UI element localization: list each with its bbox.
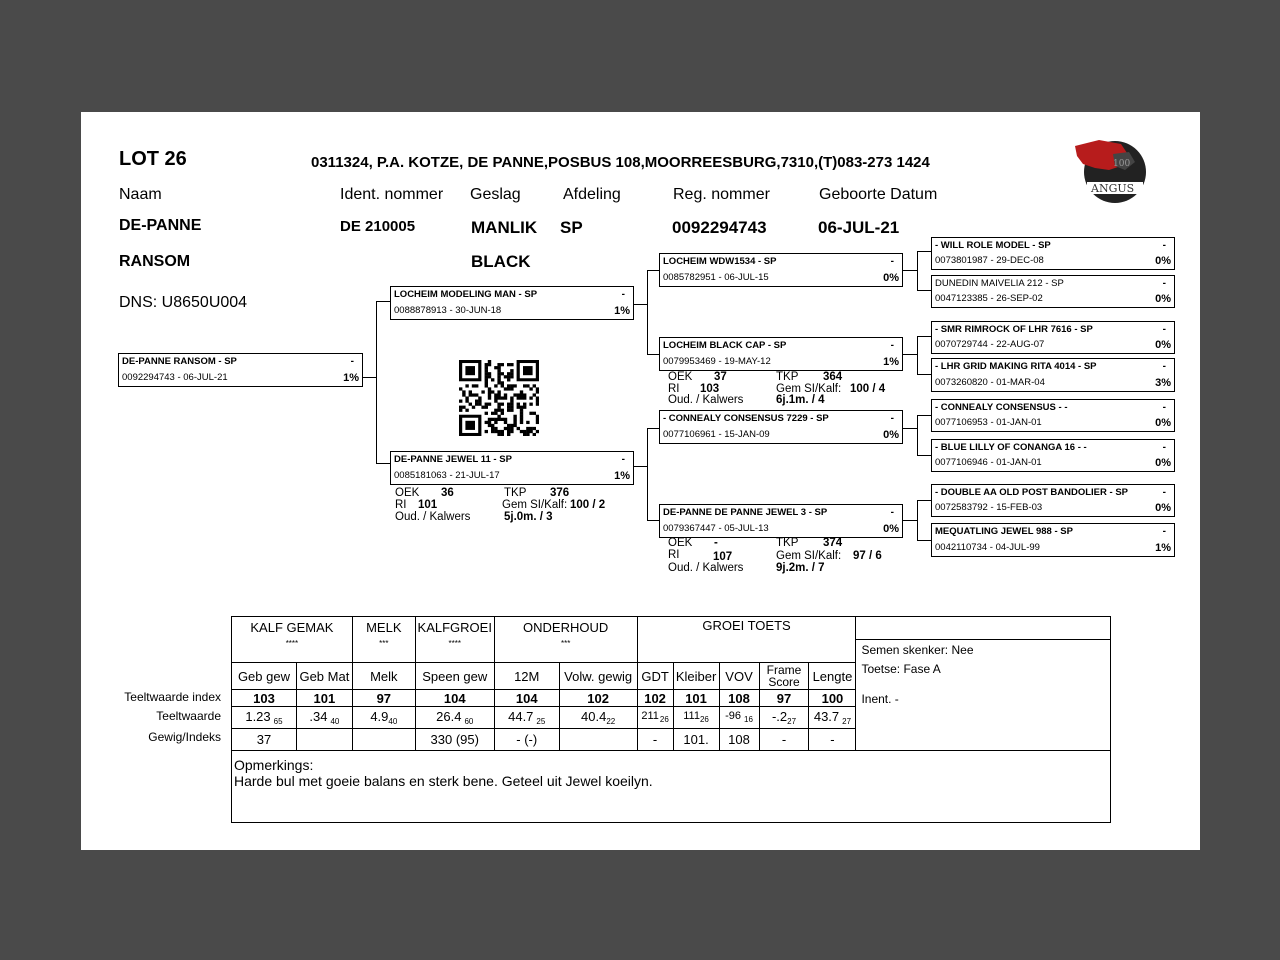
pedigree-box-ddd: MEQUATLING JEWEL 988 - SP - 0042110734 - 04-JUL-99 1% (931, 523, 1175, 557)
svg-text:100: 100 (1113, 159, 1131, 169)
pedigree-box-sdd: - LHR GRID MAKING RITA 4014 - SP - 0073260820 - 01-MAR-04 3% (931, 358, 1175, 392)
animal-birth-date: 06-JUL-21 (818, 218, 900, 237)
ebv-cell: $40.4_{22}$ (559, 707, 637, 728)
connector (903, 354, 917, 355)
ebv-cell: 43.7 $_{27}$ (809, 707, 856, 728)
animal-ident: DE 210005 (340, 218, 416, 235)
connector (917, 251, 931, 252)
connector (647, 354, 659, 355)
pedigree-box-sire-sire: LOCHEIM WDW1534 - SP - 0085782951 - 06-JUL-15 0% (659, 253, 903, 287)
sale-catalogue-page: LOT 26 0311324, P.A. KOTZE, DE PANNE,POSBUS 108,MOORREESBURG,7310,(T)083-273 1424 100 ANGUS Naam Ident. nommer Geslag Afdeling Reg. nommer Geboorte Datum DE-PANNE RANSOM DE 210005 MANLIK BLACK SP 0092294743 06-JUL-21 DNS: U8650U004 DE-PANNE RANSOM - SP - 0092294743 - 06-JUL-21 1% LOCHEIM MODELING MAN - SP - 0088878913 - 30-JUN-18 1% DE-PANNE JEWEL 11 - SP - 0085181063 - 21-JUL-17 1% LOCHEIM WDW1534 - SP - 0085782951 - 06-JUL-15 0% LOCHEIM BLACK CAP - SP - 0079953469 - 19-MAY-12 1% - CONNEALY CONSENSUS 7229 - SP - 0077106961 - 15-JAN-09 0% DE-PANNE DE PANNE JEWEL 3 - SP - 0079367447 - 05-JUL-13 0% - WILL ROLE MODEL - SP - 0073801987 - 29-DEC-08 0% DUNEDIN MAIVELIA 212 - SP - 0047123385 - 26-SEP-02 0% - SMR RIMROCK OF LHR 7616 - SP - 0070729744 - 22-AUG-07 0% - LHR GRID MAKING RITA 4014 - SP - 0073260820 - 01-MAR-04 3% - CONNEALY CONSENSUS - - - 0077106953 - 01-JAN-01 0% - BLUE LILLY OF CONANGA 16 - - - 0077106946 - 01-JAN-01 0% - DOUBLE AA OLD POST BANDOLIER - SP - 0072583792 - 15-FEB-03 0% MEQUATLING JEWEL 988 - SP - 0042110734 - 04-JUL-99 1% OEK 36 TKP 376 RI 101 Gem SI/Kalf: 100 / 2 Oud. / Kalwers 5j.0m. / 3 OEK 37 TKP 364 RI 103 Gem SI/Kalf: 100 / 4 Oud. / Kalwers 6j.1m. / 4 OEK - TKP 374 RI 107 Gem SI/Kalf: 97 / 6 Oud. / Kalwers 9j.2m. / 7 Teeltwaarde index Teeltwaarde Gewig/Indeks KALF GEMAK **** MELK *** KALFGROEI **** ONDERHOUD *** GROEI TOETS Semen skenker: Nee Toetse: Fase A Inent. - Geb gew Geb Mat Melk Speen gew 12M Volw. gewig GDT Kleiber VOV Frame Score Lengte 103 101 97 104 104 102 102 101 108 97 100 1.23 $_{65}$ .34 $_{40}$ $4.9_{40}$ 26.4 $_{60}$ 44.7 $_{25}$ $40.4_{22}$ $211_{26}$ $111_{26}$ -96 $_{16}$ $-.2_{27}$ 43.7 $_{27}$ 37 330 (95) - (-) - 101. 108 - - Opmerkings: Harde bul met goeie balans en sterk bene. Geteel uit Jewel koeilyn. (81, 112, 1200, 850)
side-info (856, 617, 1111, 751)
gewig-cell: 37 (232, 728, 297, 750)
col-header: Frame Score (759, 663, 809, 690)
connector (917, 455, 931, 456)
col-header: GDT (637, 663, 673, 690)
lot-number: LOT 26 (119, 148, 187, 170)
index-cell: 103 (232, 690, 297, 707)
group-melk: MELK *** (352, 617, 415, 663)
col-header: Melk (352, 663, 415, 690)
connector (917, 290, 931, 291)
ebv-cell: -96 $_{16}$ (719, 707, 759, 728)
ebv-cell: 1.23 $_{65}$ (232, 707, 297, 728)
connector (647, 270, 648, 354)
index-cell: 97 (352, 690, 415, 707)
connector (917, 251, 918, 290)
connector (903, 270, 917, 271)
animal-name-line2: RANSOM (119, 253, 191, 270)
pedigree-box-sss: - WILL ROLE MODEL - SP - 0073801987 - 29-DEC-08 0% (931, 237, 1175, 270)
gewig-cell: - (-) (494, 728, 559, 750)
connector (917, 500, 931, 501)
pedigree-box-dds: - DOUBLE AA OLD POST BANDOLIER - SP - 0072583792 - 15-FEB-03 0% (931, 484, 1175, 517)
pedigree-box-dam-dam: DE-PANNE DE PANNE JEWEL 3 - SP - 0079367447 - 05-JUL-13 0% (659, 504, 903, 538)
col-header: Kleiber (673, 663, 719, 690)
index-cell: 108 (719, 690, 759, 707)
label-naam: Naam (119, 186, 162, 203)
index-cell: 104 (415, 690, 494, 707)
svg-text:ANGUS: ANGUS (1091, 182, 1135, 195)
pedigree-box-sire-dam: LOCHEIM BLACK CAP - SP - 0079953469 - 19-MAY-12 1% (659, 337, 903, 371)
connector (376, 463, 390, 464)
group-kalf-gemak: KALF GEMAK **** (232, 617, 353, 663)
connector (647, 428, 648, 520)
group-kalfgroei: KALFGROEI **** (415, 617, 494, 663)
pedigree-box-sds: - SMR RIMROCK OF LHR 7616 - SP - 0070729744 - 22-AUG-07 0% (931, 321, 1175, 354)
col-header: VOV (719, 663, 759, 690)
connector (917, 500, 918, 540)
label-ident: Ident. nommer (340, 186, 444, 203)
label-afdeling: Afdeling (563, 186, 621, 203)
index-cell: 101 (673, 690, 719, 707)
ebv-cell: .34 $_{40}$ (296, 707, 352, 728)
animal-sex: MANLIK (471, 218, 538, 237)
dns-code: DNS: U8650U004 (119, 294, 248, 311)
pedigree-box-self: DE-PANNE RANSOM - SP - 0092294743 - 06-JUL-21 1% (118, 353, 363, 387)
pedigree-box-dam-sire: - CONNEALY CONSENSUS 7229 - SP - 0077106961 - 15-JAN-09 0% (659, 410, 903, 444)
connector (917, 336, 931, 337)
remarks-box (232, 750, 1111, 822)
row-label-gewig: Gewig/Indeks (148, 730, 221, 744)
connector (903, 428, 917, 429)
semen-donor: Semen skenker: Nee (861, 643, 974, 657)
ebv-table (231, 616, 1111, 823)
connector (647, 428, 659, 429)
group-groei-toets: GROEI TOETS (637, 617, 856, 663)
gewig-cell (559, 728, 637, 750)
connector (363, 377, 376, 378)
connector (647, 270, 659, 271)
gewig-cell (352, 728, 415, 750)
connector (917, 336, 918, 374)
owner-details: 0311324, P.A. KOTZE, DE PANNE,POSBUS 108,MOORREESBURG,7310,(T)083-273 1424 (311, 154, 930, 171)
pedigree-box-dss: - CONNEALY CONSENSUS - - - 0077106953 - 01-JAN-01 0% (931, 399, 1175, 432)
pedigree-box-dsd: - BLUE LILLY OF CONANGA 16 - - - 0077106946 - 01-JAN-01 0% (931, 439, 1175, 472)
gewig-cell: - (809, 728, 856, 750)
connector (647, 520, 659, 521)
connector (903, 520, 917, 521)
label-reg: Reg. nommer (673, 186, 770, 203)
col-header: 12M (494, 663, 559, 690)
test-phase: Toetse: Fase A (861, 662, 941, 676)
animal-section: SP (560, 218, 583, 237)
ebv-cell: $4.9_{40}$ (352, 707, 415, 728)
connector (376, 301, 390, 302)
gewig-cell (296, 728, 352, 750)
inoculation: Inent. - (861, 692, 899, 706)
connector (634, 304, 647, 305)
pedigree-box-dam: DE-PANNE JEWEL 11 - SP - 0085181063 - 21-JUL-17 1% (390, 451, 634, 485)
remarks-label: Opmerkings: (234, 756, 314, 773)
col-header: Geb gew (232, 663, 297, 690)
qr-code (459, 360, 539, 436)
connector (917, 415, 918, 455)
connector (917, 374, 931, 375)
connector (376, 301, 377, 463)
index-cell: 97 (759, 690, 809, 707)
label-geboorte: Geboorte Datum (819, 186, 938, 203)
col-header: Speen gew (415, 663, 494, 690)
gewig-cell: - (637, 728, 673, 750)
gewig-cell: 108 (719, 728, 759, 750)
ebv-cell: $111_{26}$ (673, 707, 719, 728)
index-cell: 100 (809, 690, 856, 707)
pedigree-box-ssd: DUNEDIN MAIVELIA 212 - SP - 0047123385 - 26-SEP-02 0% (931, 275, 1175, 308)
index-cell: 101 (296, 690, 352, 707)
label-geslag: Geslag (470, 186, 521, 203)
row-label-index: Teeltwaarde index (124, 690, 221, 704)
connector (917, 540, 931, 541)
angus-logo (1069, 136, 1149, 208)
ebv-cell: $211_{26}$ (637, 707, 673, 728)
pedigree-box-sire: LOCHEIM MODELING MAN - SP - 0088878913 - 30-JUN-18 1% (390, 286, 634, 320)
ebv-cell: 44.7 $_{25}$ (494, 707, 559, 728)
gewig-cell: - (759, 728, 809, 750)
col-header: Geb Mat (296, 663, 352, 690)
connector (634, 466, 647, 467)
animal-name-line1: DE-PANNE (119, 217, 202, 234)
ebv-cell: $-.2_{27}$ (759, 707, 809, 728)
col-header: Lengte (809, 663, 856, 690)
col-header: Volw. gewig (559, 663, 637, 690)
connector (917, 415, 931, 416)
group-onderhoud: ONDERHOUD *** (494, 617, 637, 663)
row-label-teeltwaarde: Teeltwaarde (156, 709, 221, 723)
gewig-cell: 330 (95) (415, 728, 494, 750)
index-cell: 102 (637, 690, 673, 707)
animal-reg-number: 0092294743 (672, 218, 767, 237)
remarks-text: Harde bul met goeie balans en sterk bene. Geteel uit Jewel koeilyn. (234, 772, 653, 789)
animal-color: BLACK (471, 252, 531, 271)
gewig-cell: 101. (673, 728, 719, 750)
ebv-cell: 26.4 $_{60}$ (415, 707, 494, 728)
index-cell: 104 (494, 690, 559, 707)
index-cell: 102 (559, 690, 637, 707)
